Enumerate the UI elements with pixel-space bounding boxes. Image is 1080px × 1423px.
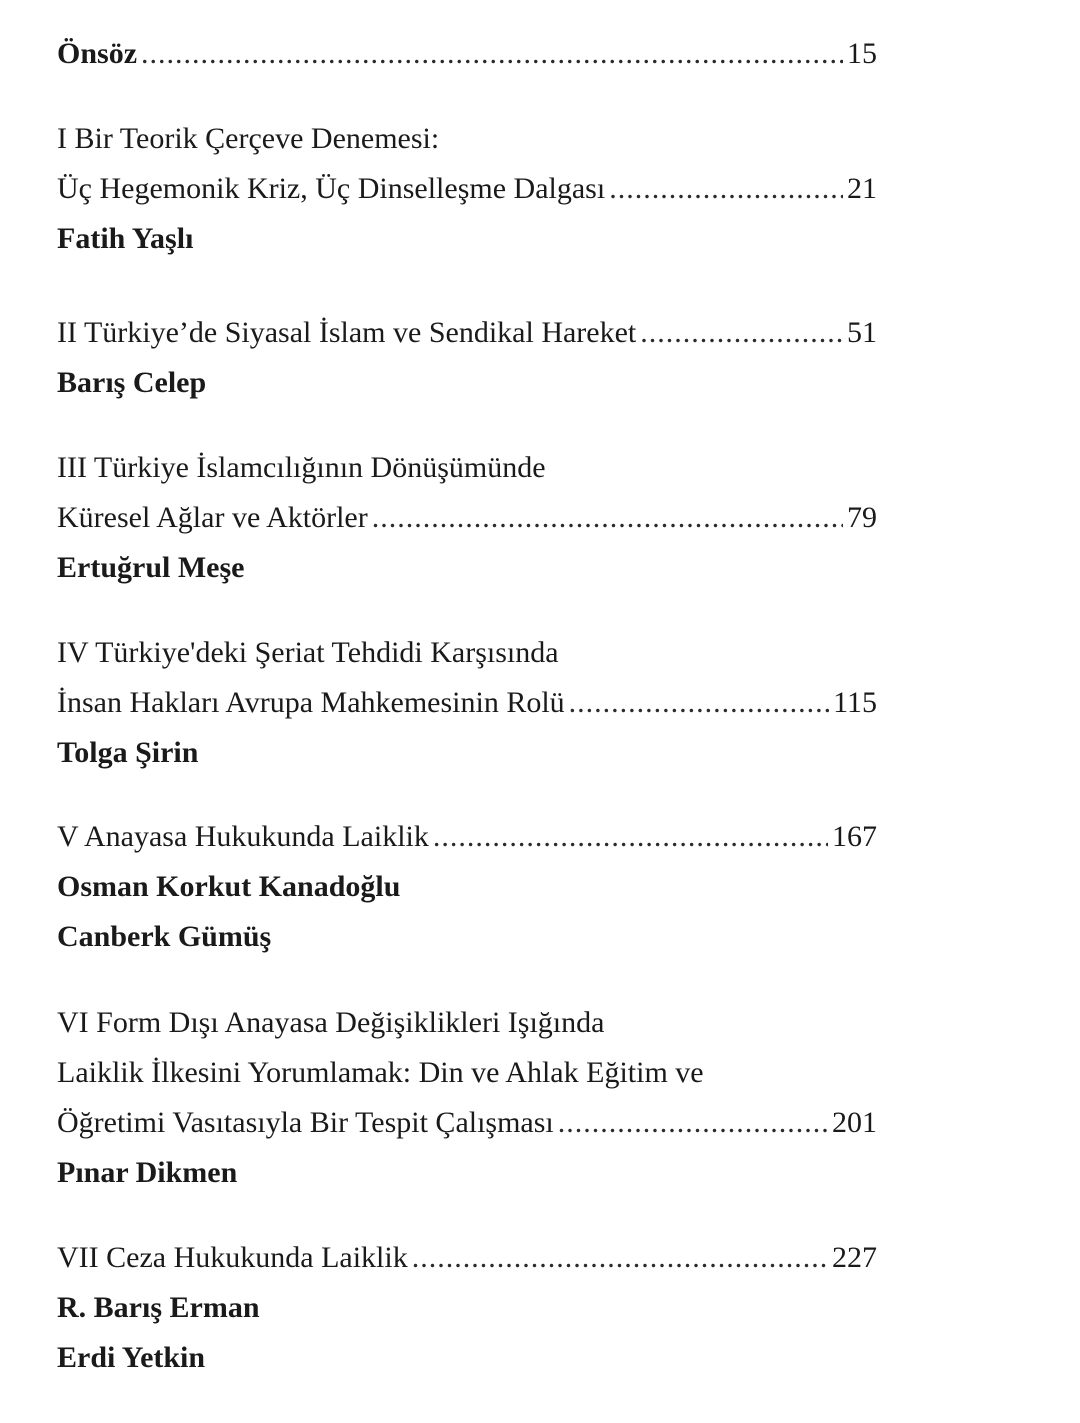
toc-entry-chapter-3[interactable] — [57, 497, 877, 539]
dot-leader — [640, 312, 843, 354]
toc-entry-chapter-4[interactable] — [57, 682, 877, 724]
chapter-title-line: I Bir Teorik Çerçeve Denemesi: — [57, 122, 440, 155]
toc-entry-chapter-5[interactable] — [57, 816, 877, 858]
page-number: 79 — [847, 501, 877, 534]
chapter-author: Erdi Yetkin — [57, 1341, 206, 1374]
entry-title: Üç Hegemonik Kriz, Üç Dinselleşme Dalgası — [57, 172, 606, 205]
entry-title: VII Ceza Hukukunda Laiklik — [57, 1241, 408, 1274]
dot-leader — [433, 816, 828, 858]
chapter-author: R. Barış Erman — [57, 1291, 260, 1324]
chapter-author: Tolga Şirin — [57, 736, 199, 769]
entry-title: Küresel Ağlar ve Aktörler — [57, 501, 368, 534]
toc-entry-chapter-6[interactable] — [57, 1102, 877, 1144]
chapter-title-line: III Türkiye İslamcılığının Dönüşümünde — [57, 451, 546, 484]
chapter-title-line: IV Türkiye'deki Şeriat Tehdidi Karşısında — [57, 636, 559, 669]
entry-title: II Türkiye’de Siyasal İslam ve Sendikal Hareket — [57, 316, 637, 349]
page-number: 15 — [847, 37, 877, 70]
dot-leader — [372, 497, 843, 539]
chapter-author: Ertuğrul Meşe — [57, 551, 245, 584]
toc-entry-chapter-2[interactable] — [57, 312, 877, 354]
table-of-contents — [57, 0, 877, 1423]
chapter-title-line: Laiklik İlkesini Yorumlamak: Din ve Ahlak Eğitim ve — [57, 1056, 704, 1089]
chapter-author: Osman Korkut Kanadoğlu — [57, 870, 401, 903]
dot-leader — [558, 1102, 828, 1144]
page-number: 115 — [833, 686, 877, 719]
entry-title: İnsan Hakları Avrupa Mahkemesinin Rolü — [57, 686, 565, 719]
toc-entry-preface[interactable] — [57, 33, 877, 75]
chapter-author: Canberk Gümüş — [57, 920, 272, 953]
entry-title: Öğretimi Vasıtasıyla Bir Tespit Çalışması — [57, 1106, 554, 1139]
dot-leader — [141, 33, 843, 75]
chapter-author: Barış Celep — [57, 366, 207, 399]
page-number: 201 — [832, 1106, 877, 1139]
page-number: 51 — [847, 316, 877, 349]
dot-leader — [609, 168, 843, 210]
entry-title: V Anayasa Hukukunda Laiklik — [57, 820, 429, 853]
chapter-author: Fatih Yaşlı — [57, 222, 194, 255]
page-number: 21 — [847, 172, 877, 205]
toc-entry-chapter-1[interactable] — [57, 168, 877, 210]
dot-leader — [412, 1237, 828, 1279]
chapter-author: Pınar Dikmen — [57, 1156, 238, 1189]
toc-entry-chapter-7[interactable] — [57, 1237, 877, 1279]
page-number: 227 — [832, 1241, 877, 1274]
entry-title: Önsöz — [57, 37, 138, 70]
page-number: 167 — [832, 820, 877, 853]
dot-leader — [569, 682, 829, 724]
chapter-title-line: VI Form Dışı Anayasa Değişiklikleri Işığında — [57, 1006, 605, 1039]
